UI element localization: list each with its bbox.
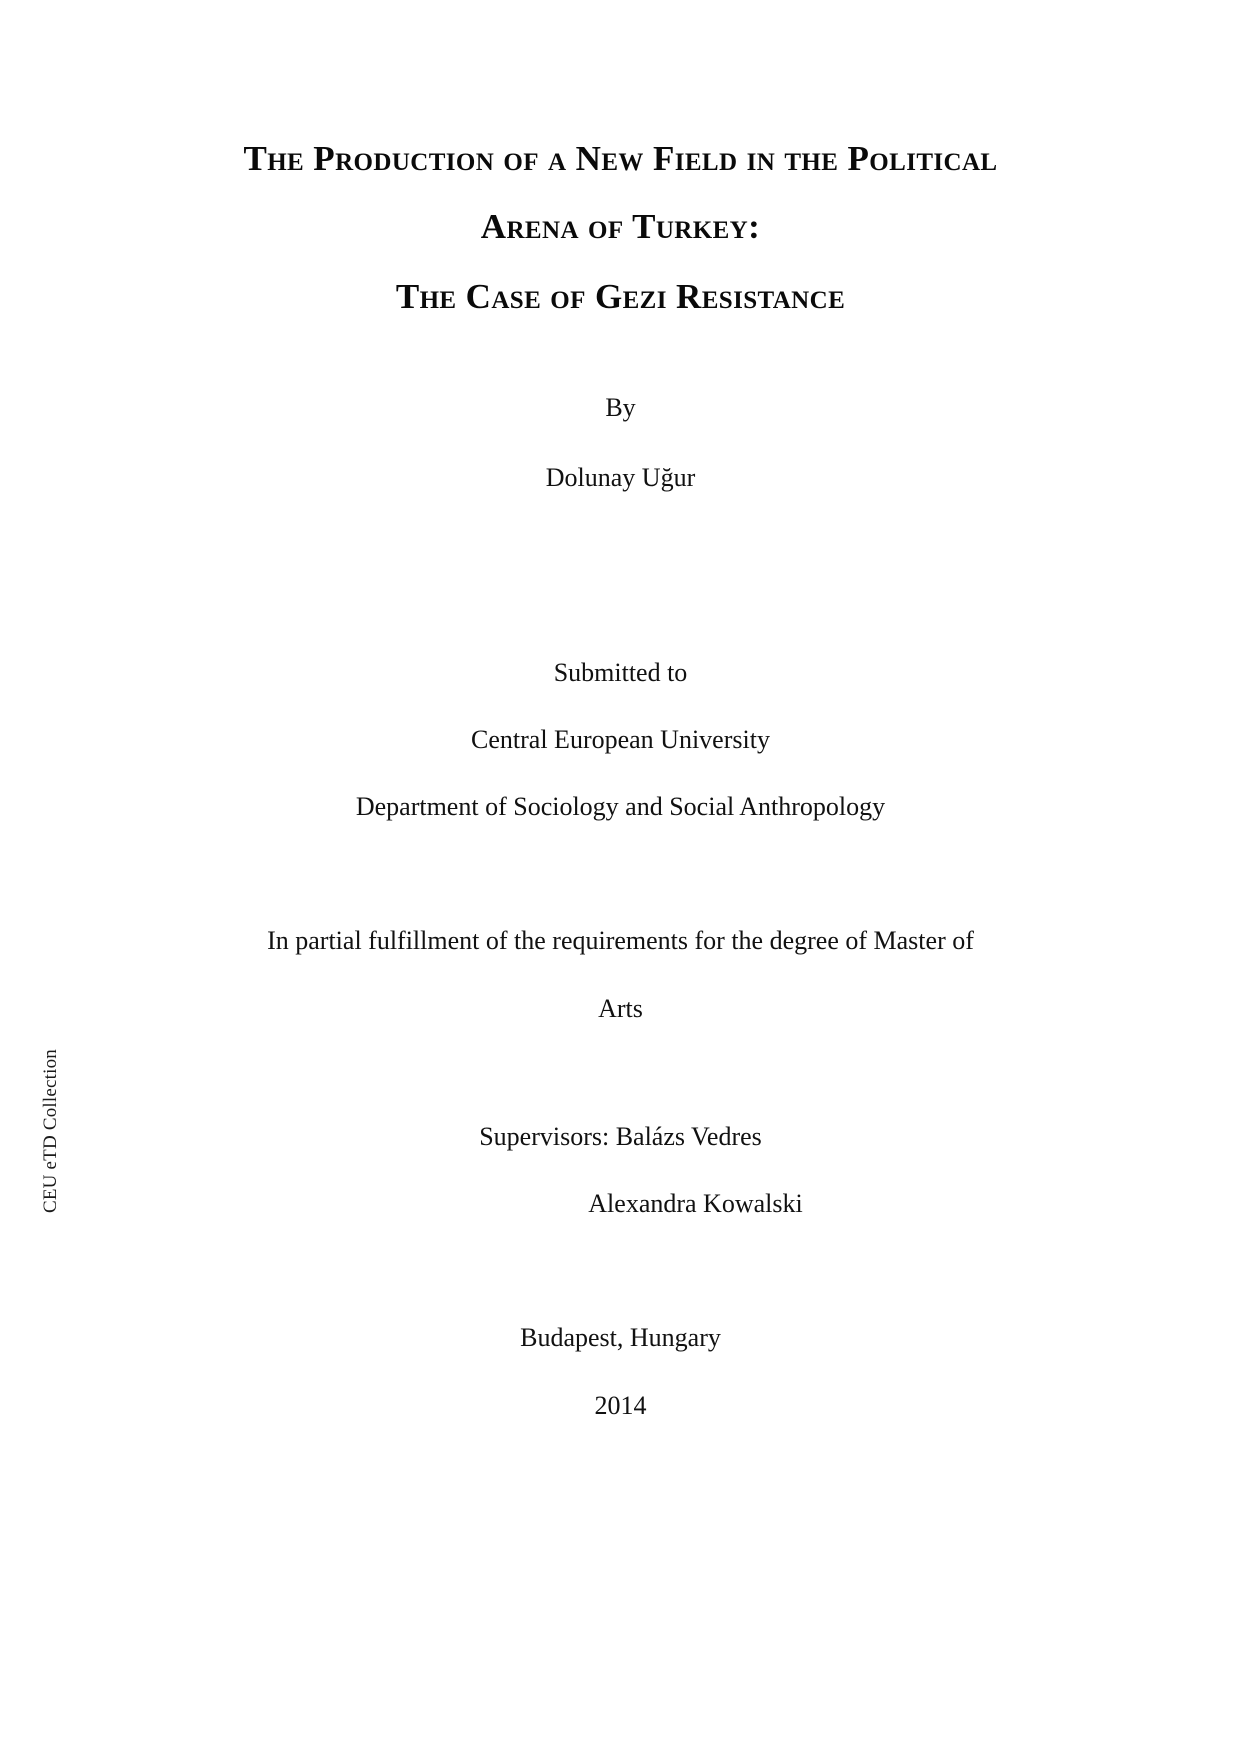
degree-statement: [128, 925, 1113, 1025]
supervisor-secondary: Alexandra Kowalski: [588, 1189, 803, 1218]
author-block: [128, 392, 1113, 494]
submission-block: [128, 657, 1113, 823]
title-line-1: The Production of a New Field in the Political: [243, 139, 998, 178]
page-content: [128, 0, 1113, 1754]
author-name: Dolunay Uğur: [545, 463, 696, 492]
supervisor-primary: Supervisors: Balázs Vedres: [479, 1122, 762, 1151]
degree-line-1: In partial fulfillment of the requirements for the degree of Master of: [267, 926, 974, 955]
university-name: Central European University: [471, 725, 770, 754]
publication-year: 2014: [594, 1391, 647, 1420]
supervisors-block: [128, 1121, 1113, 1220]
publication-block: [128, 1322, 1113, 1422]
thesis-title: [128, 125, 1113, 331]
title-line-3: The Case of Gezi Resistance: [395, 277, 846, 316]
by-label: By: [605, 393, 636, 422]
degree-line-2: Arts: [598, 994, 643, 1023]
etd-watermark-text: CEU eTD Collection: [40, 1048, 61, 1214]
department-name: Department of Sociology and Social Anthropology: [355, 792, 886, 821]
publication-place: Budapest, Hungary: [520, 1323, 721, 1352]
submitted-to-label: Submitted to: [553, 658, 688, 687]
title-line-2: Arena of Turkey:: [480, 207, 761, 246]
